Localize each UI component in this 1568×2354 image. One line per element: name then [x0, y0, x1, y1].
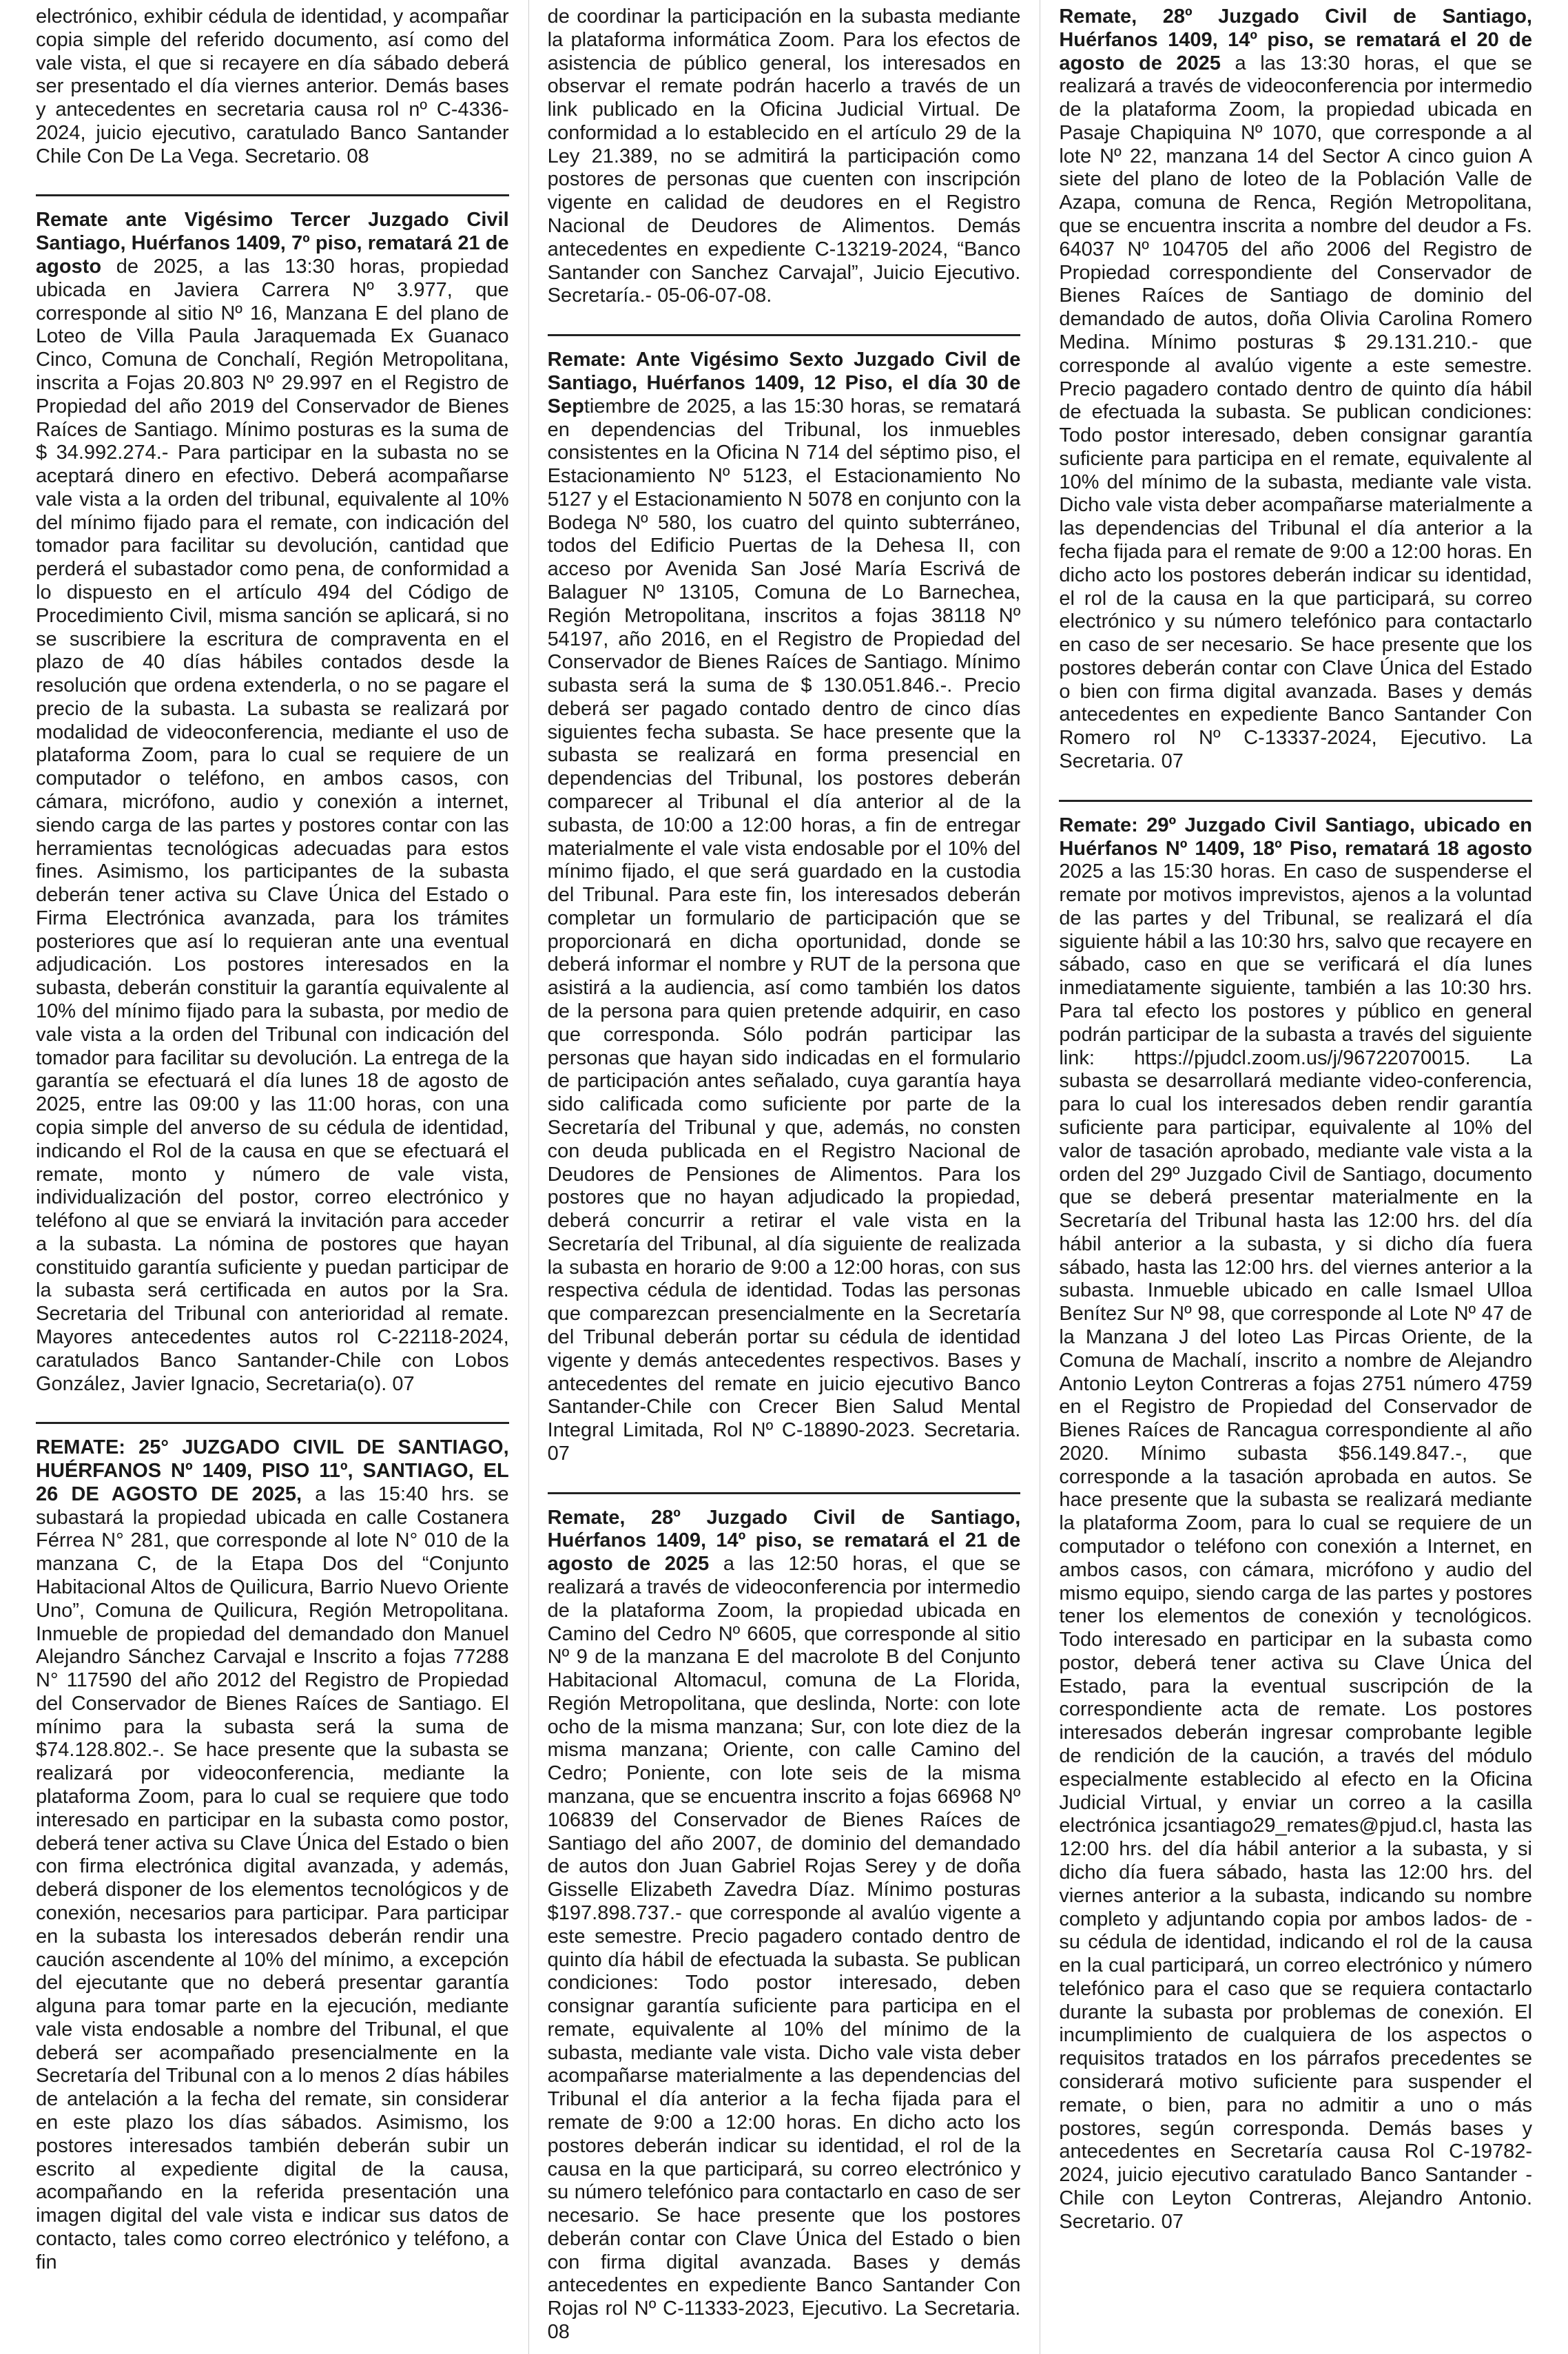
- notice-remate-28-juzgado-20-agosto: [1059, 6, 1532, 783]
- column-2: [548, 0, 1021, 2354]
- notice-heading: Remate, 28º Juzgado Civil de Santiago, Huérfanos 1409, 14º piso, se rematará el 21 de agosto de 2025: [547, 1506, 1021, 1576]
- column-3: [1059, 0, 1532, 2354]
- notice-remate-23-juzgado: [36, 209, 509, 1405]
- notice-body: de coordinar la participación en la subasta mediante la plataforma informática Zoom. Para los efectos de asistencia de público general, los interesados en observar el remate podrán hacerlo a través de un link publicado en la Oficina Judicial Virtual. De conformidad a lo establecido en el artículo 29 de la Ley 21.389, no se admitirá la participación como postores de personas que cuenten con inscripción vigente en calidad de deudores en el Registro Nacional de Deudores de Alimentos. Demás antecedentes en expediente C-13219-2024, “Banco Santander con Sanchez Carvajal”, Juicio Ejecutivo. Secretaría.- 05-06-07-08.: [547, 6, 1021, 307]
- notice-heading: Remate, 28º Juzgado Civil de Santiago, Huérfanos 1409, 14º piso, se rematará el 20 de agosto de 2025: [1059, 6, 1532, 74]
- notice-heading: Remate: 29º Juzgado Civil Santiago, ubicado en Huérfanos Nº 1409, 18º Piso, rematará 18 agosto: [1059, 814, 1532, 860]
- notice-remate-29-juzgado: [1059, 814, 1532, 2244]
- notice-continuation: [548, 6, 1021, 318]
- notice-remate-25-juzgado: [36, 1436, 509, 2284]
- notice-divider: [36, 194, 509, 196]
- notice-heading: Remate ante Vigésimo Tercer Juzgado Civil Santiago, Huérfanos 1409, 7º piso, rematará 21 de agosto: [36, 209, 509, 278]
- notice-divider: [548, 1492, 1021, 1494]
- notice-remate-26-juzgado: [548, 349, 1021, 1476]
- notice-body: a las 12:50 horas, el que se realizará a través de videoconferencia por intermedio de la plataforma Zoom, la propiedad ubicada en Camino del Cedro Nº 6605, que corresponde al sitio Nº 9 de la manzana E del macrolote B del Conjunto Habitacional Altomacul, comuna de La Florida, Región Metropolitana, que deslinda, Norte: con lote ocho de la misma manzana; Sur, con lote diez de la misma manzana; Oriente, con calle Camino del Cedro; Poniente, con lote seis de la misma manzana, que se encuentra inscrito a fojas 66968 Nº 106839 del Conservador de Bienes Raíces de Santiago del año 2007, de dominio del demandado de autos don Juan Gabriel Rojas Serey y de doña Gisselle Elizabeth Zavedra Díaz. Mínimo posturas $197.898.737.- que corresponde al avalúo vigente a este semestre. Precio pagadero contado dentro de quinto día hábil de efectuada la subasta. Se publican condiciones: Todo postor interesado, deben consignar garantía suficiente para participa en el remate, equivalente al 10% del mínimo de la subasta, mediante vale vista. Dicho vale vista deber acompañarse materialmente a las dependencias del Tribunal el día anterior a la fecha fijada para el remate de 9:00 a 12:00 horas. En dicho acto los postores deberán indicar su identidad, el rol de la causa en la que participará, su correo electrónico y su número telefónico para contactarlo en caso de ser necesario. Se hace presente que los postores deberán contar con Clave Única del Estado o bien con firma digital avanzada. Bases y demás antecedentes en expediente Banco Santander Con Rojas rol Nº C-11333-2023, Ejecutivo. La Secretaria. 08: [547, 1553, 1021, 2343]
- notice-divider: [36, 1422, 509, 1424]
- notice-heading: REMATE: 25° JUZGADO CIVIL DE SANTIAGO, HUÉRFANOS Nº 1409, PISO 11º, SANTIAGO, EL 26 DE AGOSTO DE 2025,: [36, 1436, 509, 1505]
- notice-heading: Remate: Ante Vigésimo Sexto Juzgado Civil de Santiago, Huérfanos 1409, 12 Piso, el día 30 de Sep: [547, 349, 1021, 417]
- column-1: [36, 0, 509, 2354]
- notice-body: 2025 a las 15:30 horas. En caso de suspenderse el remate por motivos imprevistos, ajenos a la voluntad de las partes y del Tribunal, se realizará el día siguiente hábil a las 10:30 hrs, salvo que recayere en sábado, caso en que se verificará el día lunes inmediatamente siguiente, también a las 10:30 hrs. Para tal efecto los postores y público en general podrán participar de la subasta a través del siguiente link: https://pjudcl.zoom.us/j/96722070015. La subasta se desarrollará mediante video-conferencia, para lo cual los interesados deben rendir garantía suficiente para participar, equivalente al 10% del valor de tasación aprobado, mediante vale vista a la orden del 29º Juzgado Civil de Santiago, documento que se deberá presentar materialmente en la Secretaría del Tribunal hasta las 12:00 hrs. del día hábil anterior a la subasta, y si dicho día fuera sábado, hasta las 12:00 hrs. del viernes anterior a la subasta. Inmueble ubicado en calle Ismael Ulloa Benítez Sur Nº 98, que corresponde al Lote Nº 47 de la Manzana J del loteo Las Pircas Oriente, de la Comuna de Machalí, inscrito a nombre de Alejandro Antonio Leyton Contreras a fojas 2751 número 4759 en el Registro de Propiedad del Conservador de Bienes Raíces de Rancagua correspondiente al año 2020. Mínimo subasta $56.149.847.-, que corresponde a la tasación aprobada en autos. Se hace presente que la subasta se realizará mediante la plataforma Zoom, para lo cual se requiere de un computador o teléfono con conexión a Internet, en ambos casos, con cámara, micrófono y audio del mismo equipo, siendo carga de las partes y postores tener los elementos de conexión y tecnológicos. Todo interesado en participar en la subasta como postor, deberá tener activa su Clave Única del Estado, para la eventual suscripción de la correspondiente acta de remate. Los postores interesados deberán ingresar comprobante legible de rendición de la caución, a través del módulo especialmente establecido al efecto en la Oficina Judicial Virtual, y enviar un correo a la casilla electrónica jcsantiago29_remates@pjud.cl, hasta las 12:00 hrs. del día hábil anterior a la subasta, y si dicho día fuera sábado, hasta las 12:00 hrs. del viernes anterior a la subasta, indicando su nombre completo y adjuntando copia por ambos lados- de -su cédula de identidad, indicando el rol de la causa en la cual participará, un correo electrónico y número telefónico para el caso que se requiera contactarlo durante la subasta por problemas de conexión. El incumplimiento de cualquiera de los aspectos o requisitos tratados en los párrafos precedentes se considerará motivo suficiente para suspender el remate, o bien, para no admitir a uno o más postores, según corresponda. Demás bases y antecedentes en Secretaría causa Rol C-19782-2024, juicio ejecutivo caratulado Banco Santander - Chile con Leyton Contreras, Alejandro Antonio. Secretario. 07: [1059, 860, 1532, 2233]
- notice-divider: [548, 334, 1021, 336]
- notice-body: de 2025, a las 13:30 horas, propiedad ubicada en Javiera Carrera Nº 3.977, que corresponde al sitio Nº 16, Manzana E del plano de Loteo de Villa Paula Jaraquemada Ex Guanaco Cinco, Comuna de Conchalí, Región Metropolitana, inscrita a Fojas 20.803 Nº 29.997 en el Registro de Propiedad del año 2019 del Conservador de Bienes Raíces de Santiago. Mínimo posturas es la suma de $ 34.992.274.- Para participar en la subasta no se aceptará dinero en efectivo. Deberá acompañarse vale vista a la orden del tribunal, equivalente al 10% del mínimo fijado para el remate, con indicación del tomador para facilitar su devolución, cantidad que perderá el subastador como pena, de conformidad a lo dispuesto en el artículo 494 del Código de Procedimiento Civil, misma sanción se aplicará, si no se suscribiere la escritura de compraventa en el plazo de 40 días hábiles contados desde la resolución que ordena extenderla, o no se pagare el precio de la subasta. La subasta se realizará por modalidad de videoconferencia, mediante el uso de plataforma Zoom, para lo cual se requiere de un computador o teléfono, en ambos casos, con cámara, micrófono, audio y conexión a internet, siendo carga de las partes y postores contar con las herramientas tecnológicas adecuadas para estos fines. Asimismo, los participantes de la subasta deberán tener activa su Clave Única del Estado o Firma Electrónica avanzada, para los trámites posteriores que así lo requieran ante una eventual adjudicación. Los postores interesados en la subasta, deberán constituir la garantía equivalente al 10% del mínimo fijado para la subasta, por medio de vale vista a la orden del Tribunal con indicación del tomador para facilitar su devolución. La entrega de la garantía se efectuará el día lunes 18 de agosto de 2025, entre las 09:00 y las 11:00 horas, con una copia simple del anverso de su cédula de identidad, indicando el Rol de la causa en que se efectuará el remate, monto y número de vale vista, individualización del postor, correo electrónico y teléfono al que se enviará la invitación para acceder a la subasta. La nómina de postores que hayan constituido garantía suficiente y puedan participar de la subasta será certificada en autos por la Sra. Secretaria del Tribunal con anterioridad al remate. Mayores antecedentes autos rol C-22118-2024, caratulados Banco Santander-Chile con Lobos González, Javier Ignacio, Secretaria(o). 07: [36, 256, 509, 1395]
- notice-body: a las 15:40 hrs. se subastará la propiedad ubicada en calle Costanera Férrea N° 281, que corresponde al lote N° 010 de la manzana C, de la Etapa Dos del “Conjunto Habitacional Altos de Quilicura, Barrio Nuevo Oriente Uno”, Comuna de Quilicura, Región Metropolitana. Inmueble de propiedad del demandado don Manuel Alejandro Sánchez Carvajal e Inscrito a fojas 77288 N° 117590 del año 2012 del Registro de Propiedad del Conservador de Bienes Raíces de Santiago. El mínimo para la subasta será la suma de $74.128.802.-. Se hace presente que la subasta se realizará por videoconferencia, mediante la plataforma Zoom, para lo cual se requiere que todo interesado en participar en la subasta como postor, deberá tener activa su Clave Única del Estado o bien con firma electrónica digital avanzada, y además, deberá disponer de los elementos tecnológicos y de conexión, necesarios para participar. Para participar en la subasta los interesados deberán rendir una caución ascendente al 10% del mínimo, a excepción del ejecutante que no deberá presentar garantía alguna para tomar parte en la ejecución, mediante vale vista endosable a nombre del Tribunal, el que deberá ser acompañado presencialmente en la Secretaría del Tribunal con a lo menos 2 días hábiles de antelación a la fecha del remate, sin considerar en este plazo los días sábados. Asimismo, los postores interesados también deberán subir un escrito al expediente digital de la causa, acompañando en la referida presentación una imagen digital del vale vista e indicar sus datos de contacto, tales como correo electrónico y teléfono, a fin: [36, 1483, 509, 2273]
- notice-divider: [1059, 800, 1532, 802]
- notice-continuation: [36, 6, 509, 178]
- notice-body: tiembre de 2025, a las 15:30 horas, se rematará en dependencias del Tribunal, los inmuebles consistentes en la Oficina N 714 del séptimo piso, el Estacionamiento Nº 5123, el Estacionamiento No 5127 y el Estacionamiento N 5078 en conjunto con la Bodega Nº 580, los cuatro del quinto subterráneo, todos del Edificio Puertas de la Dehesa II, con acceso por Avenida San José María Escrivá de Balaguer Nº 13105, Comuna de Lo Barnechea, Región Metropolitana, inscritos a fojas 38118 Nº 54197, año 2016, en el Registro de Propiedad del Conservador de Bienes Raíces de Santiago. Mínimo subasta será la suma de $ 130.051.846.-. Precio deberá ser pagado contado dentro de cinco días siguientes fecha subasta. Se hace presente que la subasta se realizará en forma presencial en dependencias del Tribunal, los postores deberán comparecer al Tribunal el día anterior al de la subasta, de 10:00 a 12:00 horas, a fin de entregar materialmente el vale vista endosable por el 10% del mínimo fijado, el que será guardado en la custodia del Tribunal. Para este fin, los interesados deberán completar un formulario de participación que se proporcionará en dicha oportunidad, donde se deberá informar el nombre y RUT de la persona que asistirá a la audiencia, así como también los datos de la persona para quien pretende adquirir, en caso que corresponda. Sólo podrán participar las personas que hayan sido indicadas en el formulario de participación antes señalado, cuya garantía haya sido calificada como suficiente por parte de la Secretaría del Tribunal y que, además, no consten con deuda publicada en el Registro Nacional de Deudores de Pensiones de Alimentos. Para los postores que no hayan adjudicado la propiedad, deberá concurrir a retirar el vale vista en la Secretaría del Tribunal, al día siguiente de realizada la subasta en horario de 9:00 a 12:00 horas, con sus respectiva cédula de identidad. Todas las personas que comparezcan presencialmente en la Secretaría del Tribunal deberán portar su cédula de identidad vigente y demás antecedentes respectivos. Bases y antecedentes del remate en juicio ejecutivo Banco Santander-Chile con Crecer Bien Salud Mental Integral Limitada, Rol Nº C-18890-2023. Secretaria. 07: [547, 395, 1021, 1465]
- notice-body: electrónico, exhibir cédula de identidad, y acompañar copia simple del referido documento, así como del vale vista, el que si recayere en día sábado deberá ser presentado el día viernes anterior. Demás bases y antecedentes en secretaria causa rol nº C-4336-2024, juicio ejecutivo, caratulado Banco Santander Chile Con De La Vega. Secretario. 08: [36, 6, 509, 167]
- notice-body: a las 13:30 horas, el que se realizará a través de videoconferencia por intermedio de la plataforma Zoom, la propiedad ubicada en Pasaje Chapiquina Nº 1070, que corresponde a al lote Nº 22, manzana 14 del Sector A cinco guion A siete del plano de loteo de la Población Valle de Azapa, comuna de Renca, Región Metropolitana, que se encuentra inscrita a nombre del deudor a Fs. 64037 Nº 104705 del año 2006 del Registro de Propiedad correspondiente del Conservador de Bienes Raíces de Santiago de dominio del demandado de autos, doña Olivia Carolina Romero Medina. Mínimo posturas $ 29.131.210.- que corresponde al avalúo vigente a este semestre. Precio pagadero contado dentro de quinto día hábil de efectuada la subasta. Se publican condiciones: Todo postor interesado, deben consignar garantía suficiente para participa en el remate, equivalente al 10% del mínimo de la subasta, mediante vale vista. Dicho vale vista deber acompañarse materialmente a las dependencias del Tribunal el día anterior a la fecha fijada para el remate de 9:00 a 12:00 horas. En dicho acto los postores deberán indicar su identidad, el rol de la causa en la que participará, su correo electrónico y su número telefónico para contactarlo en caso de ser necesario. Se hace presente que los postores deberán contar con Clave Única del Estado o bien con firma digital avanzada. Bases y demás antecedentes en expediente Banco Santander Con Romero rol Nº C-13337-2024, Ejecutivo. La Secretaria. 07: [1059, 52, 1532, 772]
- notice-remate-28-juzgado-21-agosto: [548, 1507, 1021, 2354]
